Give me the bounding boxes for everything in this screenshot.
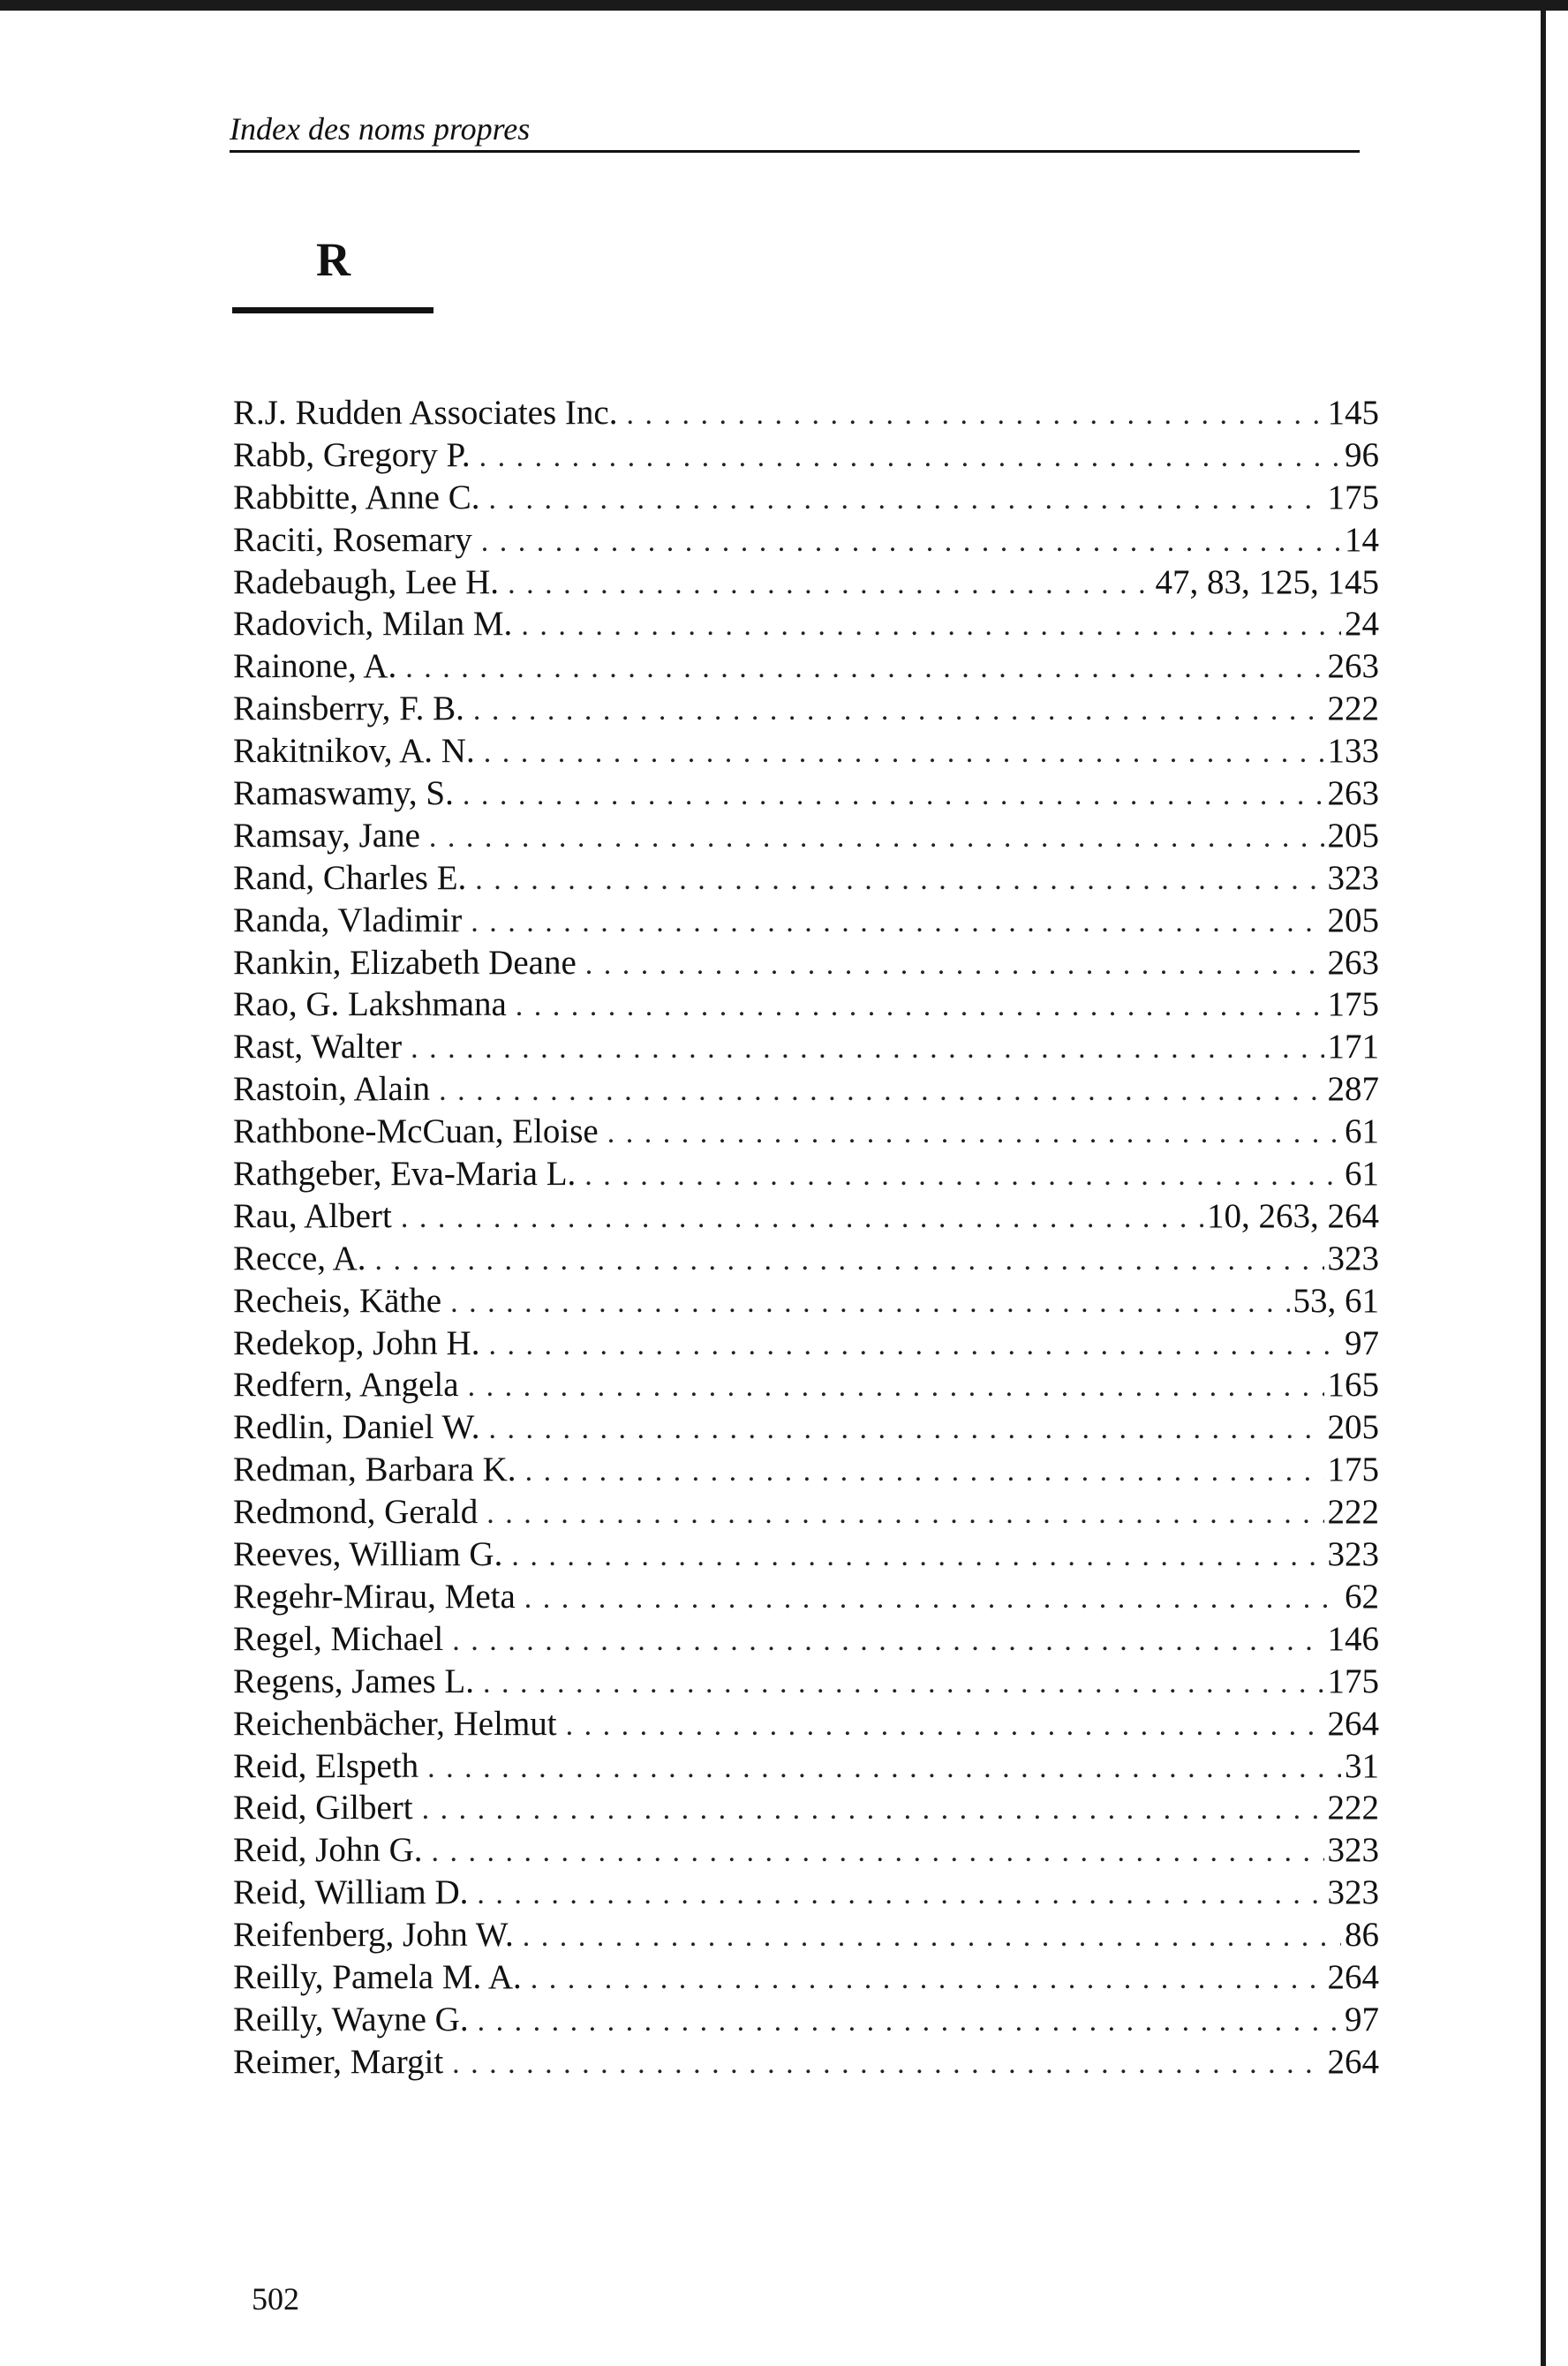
index-entry	[233, 1111, 1379, 1153]
index-entry	[233, 1068, 1379, 1111]
dot-leader	[585, 944, 1324, 986]
index-entry	[233, 688, 1379, 730]
index-entry-pages: 97	[1345, 2000, 1379, 2038]
dot-leader	[473, 689, 1324, 732]
index-entry-pages: 175	[1327, 1661, 1379, 1700]
index-entry-name: Reilly, Wayne G.	[233, 2000, 469, 2038]
index-entry-name: Rabb, Gregory P.	[233, 435, 471, 474]
index-entry	[233, 1238, 1379, 1280]
index-entry	[233, 1280, 1379, 1322]
dot-leader	[471, 901, 1323, 944]
index-entry	[233, 730, 1379, 772]
index-entry	[233, 1914, 1379, 1956]
index-entry-pages: 47, 83, 125, 145	[1155, 562, 1379, 601]
index-entry-pages: 62	[1345, 1577, 1379, 1616]
index-entry-pages: 323	[1327, 858, 1379, 897]
index-entry-name: Redlin, Daniel W.	[233, 1408, 480, 1447]
dot-leader	[468, 1366, 1324, 1408]
dot-leader	[452, 1620, 1323, 1662]
index-entry-name: Ramsay, Jane	[233, 816, 420, 855]
index-entry-name: Rainsberry, F. B.	[233, 689, 464, 728]
index-entry-pages: 14	[1345, 520, 1379, 559]
index-entry-name: Raciti, Rosemary	[233, 520, 472, 559]
index-entry-pages: 145	[1327, 394, 1379, 432]
dot-leader	[626, 394, 1323, 436]
index-entry-pages: 31	[1345, 1746, 1379, 1785]
index-entry	[233, 1153, 1379, 1195]
index-entry-pages: 205	[1327, 1408, 1379, 1447]
index-entry-pages: 323	[1327, 1873, 1379, 1912]
index-entry	[233, 772, 1379, 815]
index-entry-pages: 97	[1345, 1323, 1379, 1362]
dot-leader	[375, 1240, 1324, 1282]
index-entry-pages: 287	[1327, 1070, 1379, 1109]
index-entry	[233, 815, 1379, 857]
index-entry-pages: 264	[1327, 1704, 1379, 1743]
index-entry-pages: 263	[1327, 647, 1379, 686]
dot-leader	[452, 2043, 1323, 2085]
index-entry-name: Reilly, Pamela M. A.	[233, 1957, 522, 1996]
index-entry	[233, 900, 1379, 942]
dot-leader	[523, 1916, 1341, 1958]
scan-border-top	[0, 0, 1568, 11]
index-entry-pages: 133	[1327, 732, 1379, 771]
running-head	[230, 111, 1360, 153]
dot-leader	[439, 1070, 1323, 1112]
running-head-text: Index des noms propres	[230, 111, 531, 147]
index-entry-pages: 222	[1327, 1789, 1379, 1827]
index-entry-name: Regel, Michael	[233, 1619, 444, 1658]
index-entry-name: Regens, James L.	[233, 1661, 474, 1700]
dot-leader	[427, 1747, 1341, 1790]
index-entry-pages: 146	[1327, 1619, 1379, 1658]
index-entry	[233, 1491, 1379, 1533]
index-entry-name: Rakitnikov, A. N.	[233, 732, 475, 771]
dot-leader	[475, 859, 1323, 901]
index-entry-pages: 61	[1345, 1155, 1379, 1194]
index-entry-name: Rabbitte, Anne C.	[233, 478, 480, 516]
index-entry-pages: 263	[1327, 943, 1379, 982]
index-entry-name: Reid, William D.	[233, 1873, 469, 1912]
index-entry	[233, 1999, 1379, 2041]
section-letter-heading: R	[316, 233, 351, 286]
index-entry	[233, 1576, 1379, 1618]
index-entry	[233, 1618, 1379, 1661]
dot-leader	[521, 605, 1341, 647]
index-entry-name: Reid, Elspeth	[233, 1746, 419, 1785]
index-entry	[233, 1364, 1379, 1406]
dot-leader	[511, 1535, 1323, 1578]
index-entry	[233, 1787, 1379, 1829]
index-entry	[233, 1406, 1379, 1449]
dot-leader	[422, 1789, 1324, 1831]
index-entry-name: Randa, Vladimir	[233, 900, 463, 939]
index-entry-pages: 205	[1327, 816, 1379, 855]
index-entry-name: Radovich, Milan M.	[233, 605, 513, 644]
index-entry-pages: 205	[1327, 900, 1379, 939]
index-entry-name: Rast, Walter	[233, 1028, 403, 1066]
index-entry-pages: 61	[1345, 1112, 1379, 1151]
dot-leader	[508, 563, 1151, 606]
index-entry-name: Redekop, John H.	[233, 1323, 480, 1362]
index-entry-pages: 222	[1327, 1493, 1379, 1532]
index-entry	[233, 2041, 1379, 2083]
index-entry	[233, 1956, 1379, 1999]
index-entry-pages: 264	[1327, 2042, 1379, 2081]
index-entry	[233, 1872, 1379, 1914]
dot-leader	[584, 1155, 1341, 1197]
index-entry-pages: 10, 263, 264	[1207, 1196, 1379, 1235]
index-entry-name: Rau, Albert	[233, 1196, 392, 1235]
section-letter-rule	[232, 307, 433, 313]
index-entry-name: Redfern, Angela	[233, 1366, 459, 1405]
index-entry	[233, 519, 1379, 561]
index-entry-name: Radebaugh, Lee H.	[233, 562, 500, 601]
index-entry-name: Rainone, A.	[233, 647, 397, 686]
index-entry	[233, 477, 1379, 519]
dot-leader	[405, 647, 1323, 689]
dot-leader	[566, 1705, 1324, 1747]
index-entry	[233, 561, 1379, 604]
dot-leader	[432, 1831, 1324, 1873]
dot-leader	[477, 1873, 1323, 1916]
index-entry-pages: 24	[1345, 605, 1379, 644]
dot-leader	[481, 521, 1341, 563]
index-entry-pages: 323	[1327, 1831, 1379, 1870]
index-entry-name: Reifenberg, John W.	[233, 1916, 514, 1955]
index-entry-pages: 222	[1327, 689, 1379, 728]
index-entry-pages: 96	[1345, 435, 1379, 474]
dot-leader	[411, 1028, 1323, 1070]
index-entry-name: Rastoin, Alain	[233, 1070, 431, 1109]
dot-leader	[479, 436, 1341, 478]
index-entry-name: Rankin, Elizabeth Deane	[233, 943, 577, 982]
dot-leader	[531, 1958, 1324, 2001]
index-entry-name: Reichenbächer, Helmut	[233, 1704, 557, 1743]
index-entry-name: Recheis, Käthe	[233, 1281, 442, 1320]
index-entry-name: Rao, G. Lakshmana	[233, 985, 507, 1024]
index-entry-pages: 175	[1327, 1450, 1379, 1489]
index-entry	[233, 1661, 1379, 1703]
index-entry-pages: 53, 61	[1293, 1281, 1379, 1320]
index-entry-pages: 175	[1327, 478, 1379, 516]
index-entry-name: Reimer, Margit	[233, 2042, 444, 2081]
index-entry	[233, 1195, 1379, 1238]
index-entry-name: Regehr-Mirau, Meta	[233, 1577, 516, 1616]
index-entry-list	[233, 392, 1379, 2083]
index-entry-name: R.J. Rudden Associates Inc.	[233, 394, 618, 432]
dot-leader	[488, 1324, 1341, 1367]
index-entry-name: Reid, Gilbert	[233, 1789, 413, 1827]
index-entry-pages: 86	[1345, 1916, 1379, 1955]
index-entry-name: Redmond, Gerald	[233, 1493, 479, 1532]
index-entry	[233, 645, 1379, 688]
index-entry-name: Rand, Charles E.	[233, 858, 467, 897]
dot-leader	[488, 478, 1323, 521]
dot-leader	[483, 1662, 1324, 1705]
index-entry-name: Rathgeber, Eva-Maria L.	[233, 1155, 577, 1194]
index-entry-name: Reeves, William G.	[233, 1535, 503, 1574]
index-entry-name: Recce, A.	[233, 1239, 366, 1277]
dot-leader	[607, 1112, 1341, 1155]
dot-leader	[429, 817, 1324, 859]
index-entry	[233, 1322, 1379, 1365]
dot-leader	[486, 1493, 1323, 1535]
index-entry-pages: 171	[1327, 1028, 1379, 1066]
index-entry-pages: 264	[1327, 1957, 1379, 1996]
index-entry	[233, 603, 1379, 645]
index-entry-name: Reid, John G.	[233, 1831, 423, 1870]
index-entry	[233, 1745, 1379, 1788]
dot-leader	[478, 2001, 1341, 2043]
dot-leader	[463, 774, 1324, 817]
index-entry	[233, 434, 1379, 477]
index-entry	[233, 1533, 1379, 1576]
index-entry	[233, 942, 1379, 984]
index-entry	[233, 1703, 1379, 1745]
index-entry-pages: 263	[1327, 774, 1379, 813]
dot-leader	[450, 1282, 1289, 1324]
index-entry	[233, 1026, 1379, 1068]
index-entry	[233, 983, 1379, 1026]
index-entry	[233, 1829, 1379, 1872]
dot-leader	[401, 1197, 1203, 1240]
index-entry	[233, 392, 1379, 434]
index-entry	[233, 857, 1379, 900]
index-entry	[233, 1449, 1379, 1491]
index-entry-pages: 165	[1327, 1366, 1379, 1405]
index-entry-name: Rathbone-McCuan, Eloise	[233, 1112, 599, 1151]
index-entry-name: Redman, Barbara K.	[233, 1450, 516, 1489]
index-entry-name: Ramaswamy, S.	[233, 774, 454, 813]
dot-leader	[525, 1450, 1324, 1493]
dot-leader	[516, 985, 1324, 1028]
dot-leader	[484, 732, 1324, 774]
page-number: 502	[252, 2281, 299, 2317]
index-entry-pages: 323	[1327, 1239, 1379, 1277]
scan-border-right	[1541, 0, 1546, 2366]
dot-leader	[488, 1408, 1323, 1450]
index-entry-pages: 175	[1327, 985, 1379, 1024]
index-entry-pages: 323	[1327, 1535, 1379, 1574]
dot-leader	[524, 1578, 1341, 1620]
